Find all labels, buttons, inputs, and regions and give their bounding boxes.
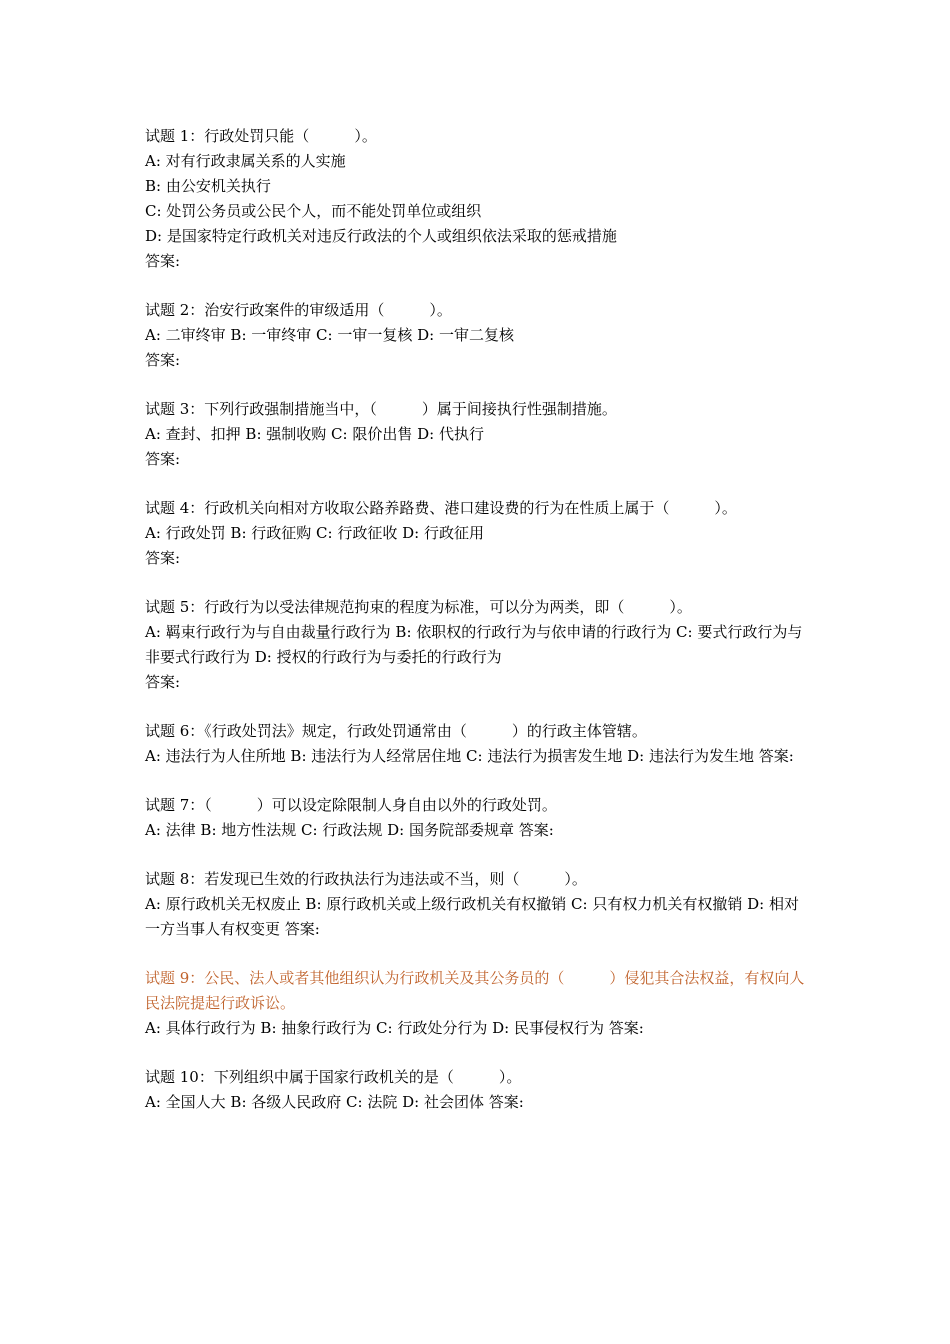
question-title: 试题 7：（ ）可以设定除限制人身自由以外的行政处罚。 xyxy=(145,796,557,814)
question-title: 试题 1：行政处罚只能（ ）。 xyxy=(145,127,377,145)
option-line: B: 由公安机关执行 xyxy=(145,177,271,195)
question-3 xyxy=(145,397,810,472)
question-1 xyxy=(145,124,810,274)
option-line: A: 二审终审 B: 一审终审 C: 一审一复核 D: 一审二复核 xyxy=(145,326,514,344)
question-title: 试题 10：下列组织中属于国家行政机关的是（ ）。 xyxy=(145,1068,522,1086)
question-10 xyxy=(145,1065,810,1115)
answer-label: 答案: xyxy=(145,673,181,691)
question-2 xyxy=(145,298,810,373)
option-line: A: 查封、扣押 B: 强制收购 C: 限价出售 D: 代执行 xyxy=(145,425,484,443)
option-line: A: 具体行政行为 B: 抽象行政行为 C: 行政处分行为 D: 民事侵权行为 答案: xyxy=(145,1019,644,1037)
question-5 xyxy=(145,595,810,695)
question-9 xyxy=(145,966,810,1041)
option-line: A: 法律 B: 地方性法规 C: 行政法规 D: 国务院部委规章 答案: xyxy=(145,821,554,839)
question-4 xyxy=(145,496,810,571)
answer-label: 答案: xyxy=(145,450,181,468)
question-title: 试题 3：下列行政强制措施当中，（ ）属于间接执行性强制措施。 xyxy=(145,400,617,418)
answer-label: 答案: xyxy=(145,351,181,369)
option-line: C: 处罚公务员或公民个人，而不能处罚单位或组织 xyxy=(145,202,482,220)
question-7 xyxy=(145,793,810,843)
question-8 xyxy=(145,867,810,942)
question-title: 试题 8：若发现已生效的行政执法行为违法或不当，则（ ）。 xyxy=(145,870,587,888)
question-title: 试题 2：治安行政案件的审级适用（ ）。 xyxy=(145,301,452,319)
question-title: 试题 4：行政机关向相对方收取公路养路费、港口建设费的行为在性质上属于（ ）。 xyxy=(145,499,737,517)
question-title: 试题 6：《行政处罚法》规定，行政处罚通常由（ ）的行政主体管辖。 xyxy=(145,722,647,740)
option-line: A: 对有行政隶属关系的人实施 xyxy=(145,152,346,170)
option-line: A: 行政处罚 B: 行政征购 C: 行政征收 D: 行政征用 xyxy=(145,524,484,542)
option-line: A: 原行政机关无权废止 B: 原行政机关或上级行政机关有权撤销 C: 只有权力机关有权撤销 D: 相对一方当事人有权变更 答案: xyxy=(145,895,799,938)
question-title: 试题 9：公民、法人或者其他组织认为行政机关及其公务员的（ ）侵犯其合法权益，有权向人民法院提起行政诉讼。 xyxy=(145,969,805,1012)
question-title: 试题 5：行政行为以受法律规范拘束的程度为标准，可以分为两类，即（ ）。 xyxy=(145,598,692,616)
document-page xyxy=(145,124,810,1139)
option-line: D: 是国家特定行政机关对违反行政法的个人或组织依法采取的惩戒措施 xyxy=(145,227,617,245)
question-6 xyxy=(145,719,810,769)
option-line: A: 羁束行政行为与自由裁量行政行为 B: 依职权的行政行为与依申请的行政行为 C: 要式行政行为与非要式行政行为 D: 授权的行政行为与委托的行政行为 xyxy=(145,623,803,666)
answer-label: 答案: xyxy=(145,252,181,270)
option-line: A: 全国人大 B: 各级人民政府 C: 法院 D: 社会团体 答案: xyxy=(145,1093,524,1111)
answer-label: 答案: xyxy=(145,549,181,567)
option-line: A: 违法行为人住所地 B: 违法行为人经常居住地 C: 违法行为损害发生地 D: 违法行为发生地 答案: xyxy=(145,747,794,765)
